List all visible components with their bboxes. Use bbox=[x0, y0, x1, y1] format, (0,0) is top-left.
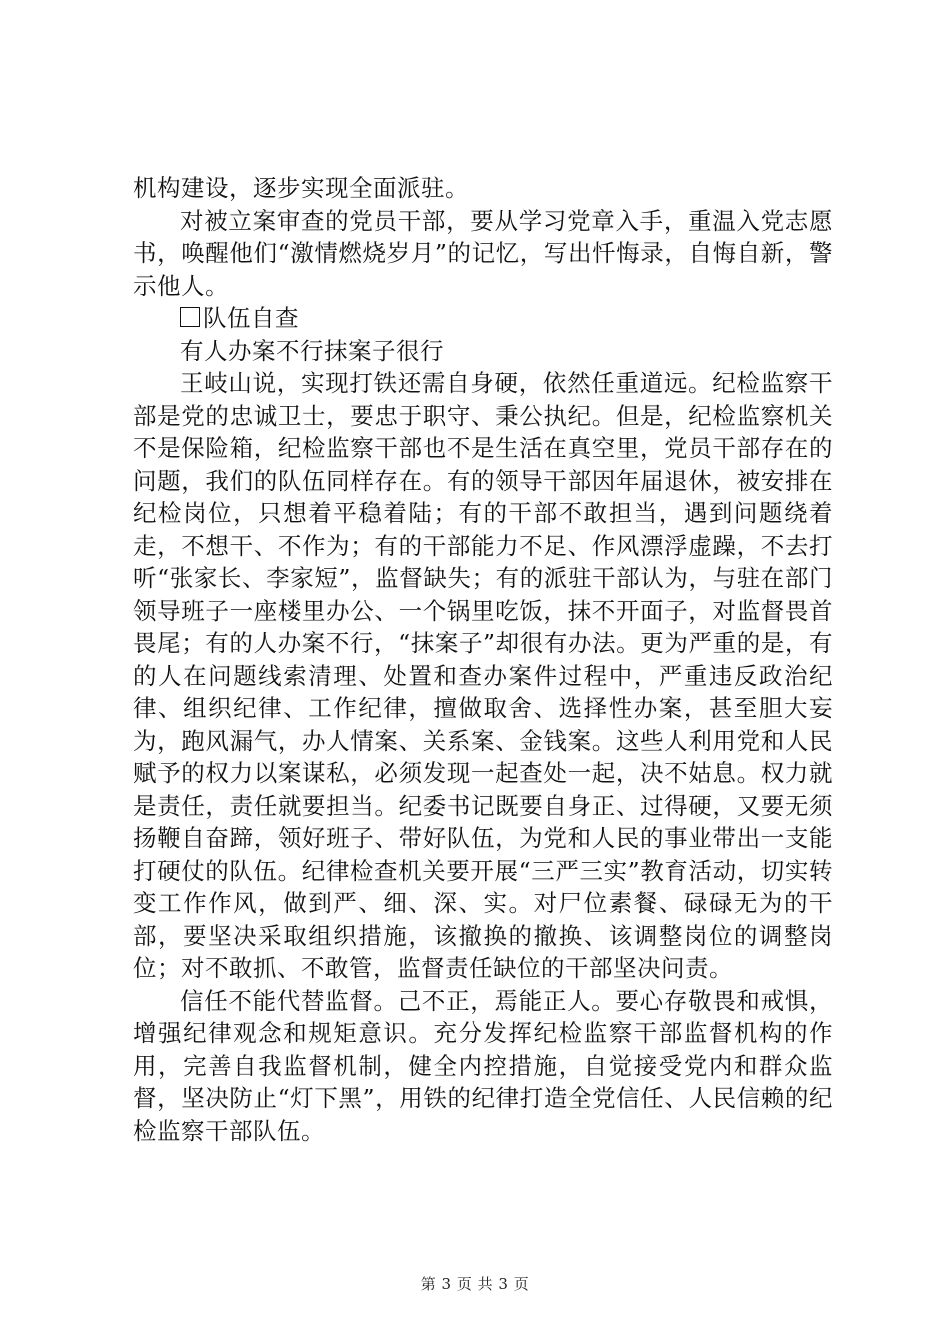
paragraph-wang-qishan: 王岐山说，实现打铁还需自身硬，依然任重道远。纪检监察干部是党的忠诚卫士，要忠于职守、秉公执纪。但是，纪检监察机关不是保险箱，纪检监察干部也不是生活在真空里，党员干部存在的问题，我们的队伍同样存在。有的领导干部因年届退休，被安排在纪检岗位，只想着平稳着陆；有的干部不敢担当，遇到问题绕着走，不想干、不作为；有的干部能力不足、作风漂浮虚躁，不去打听“张家长、李家短”，监督缺失；有的派驻干部认为，与驻在部门领导班子一座楼里办公、一个锅里吃饭，抹不开面子，对监督畏首畏尾；有的人办案不行，“抹案子”却很有办法。更为严重的是，有的人在问题线索清理、处置和查办案件过程中，严重违反政治纪律、组织纪律、工作纪律，擅做取舍、选择性办案，甚至胆大妄为，跑风漏气，办人情案、关系案、金钱案。这些人利用党和人民赋予的权力以案谋私，必须发现一起查处一起，决不姑息。权力就是责任，责任就要担当。纪委书记既要自身正、过得硬，又要无须扬鞭自奋蹄，领好班子、带好队伍，为党和人民的事业带出一支能打硬仗的队伍。纪律检查机关要开展“三严三实”教育活动，切实转变工作作风，做到严、细、深、实。对尸位素餐、碌碌无为的干部，要坚决采取组织措施，该撤换的撤换、该调整岗位的调整岗位；对不敢抓、不敢管，监督责任缺位的干部坚决问责。 bbox=[133, 369, 833, 982]
page-footer: 第 3 页 共 3 页 bbox=[420, 1275, 530, 1293]
section-title bbox=[133, 302, 833, 335]
document-body bbox=[133, 172, 833, 1147]
checkbox-square-icon bbox=[180, 307, 200, 327]
subheading: 有人办案不行抹案子很行 bbox=[180, 336, 444, 365]
section-title-text: 队伍自查 bbox=[203, 304, 299, 332]
paragraph-continued: 机构建设，逐步实现全面派驻。 bbox=[133, 174, 469, 202]
paragraph-repentance: 对被立案审查的党员干部，要从学习党章入手，重温入党志愿书，唤醒他们“激情燃烧岁月”的记忆，写出忏悔录，自悔自新，警示他人。 bbox=[133, 206, 833, 300]
paragraph-supervision: 信任不能代替监督。己不正，焉能正人。要心存敬畏和戒惧，增强纪律观念和规矩意识。充分发挥纪检监察干部监督机构的作用，完善自我监督机制，健全内控措施，自觉接受党内和群众监督，坚决防止“灯下黑”，用铁的纪律打造全党信任、人民信赖的纪检监察干部队伍。 bbox=[133, 986, 833, 1145]
